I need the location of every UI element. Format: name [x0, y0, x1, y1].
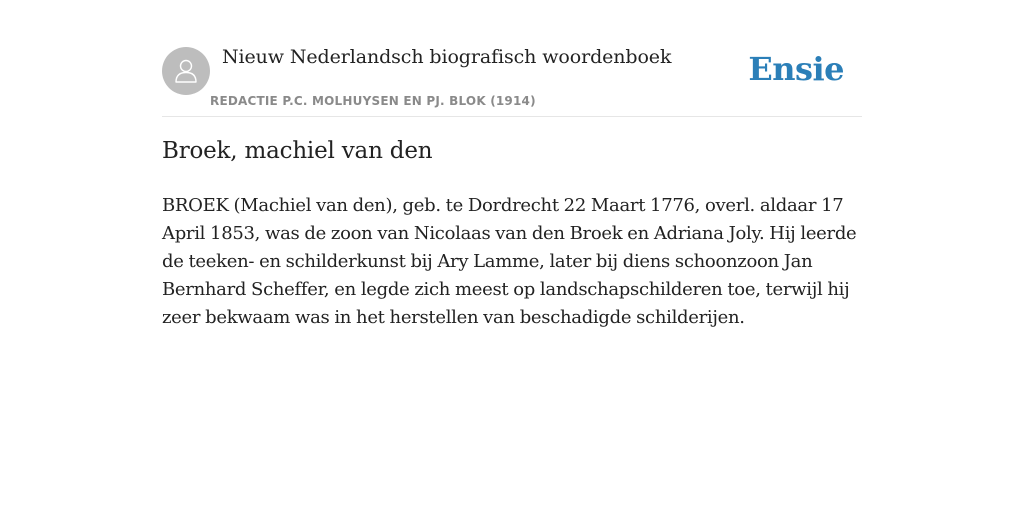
article-title: Broek, machiel van den — [162, 138, 433, 164]
source-avatar[interactable] — [162, 47, 210, 95]
source-subtitle: REDACTIE P.C. MOLHUYSEN EN PJ. BLOK (1914) — [210, 94, 536, 108]
person-icon — [171, 56, 201, 86]
article-body: BROEK (Machiel van den), geb. te Dordrecht 22 Maart 1776, overl. aldaar 17 April 1853, was de zoon van Nicolaas van den Broek en Adriana Joly. Hij leerde de teeken- en schilderkunst bij Ary Lamme, later bij diens schoonzoon Jan Bernhard Scheffer, en legde zich meest op landschapschilderen toe, terwijl hij zeer bekwaam was in het herstellen van beschadigde schilderijen. — [162, 195, 857, 328]
brand-logo[interactable]: Ensie — [748, 50, 844, 88]
source-header — [162, 40, 862, 117]
source-title[interactable]: Nieuw Nederlandsch biografisch woordenboek — [222, 46, 672, 68]
